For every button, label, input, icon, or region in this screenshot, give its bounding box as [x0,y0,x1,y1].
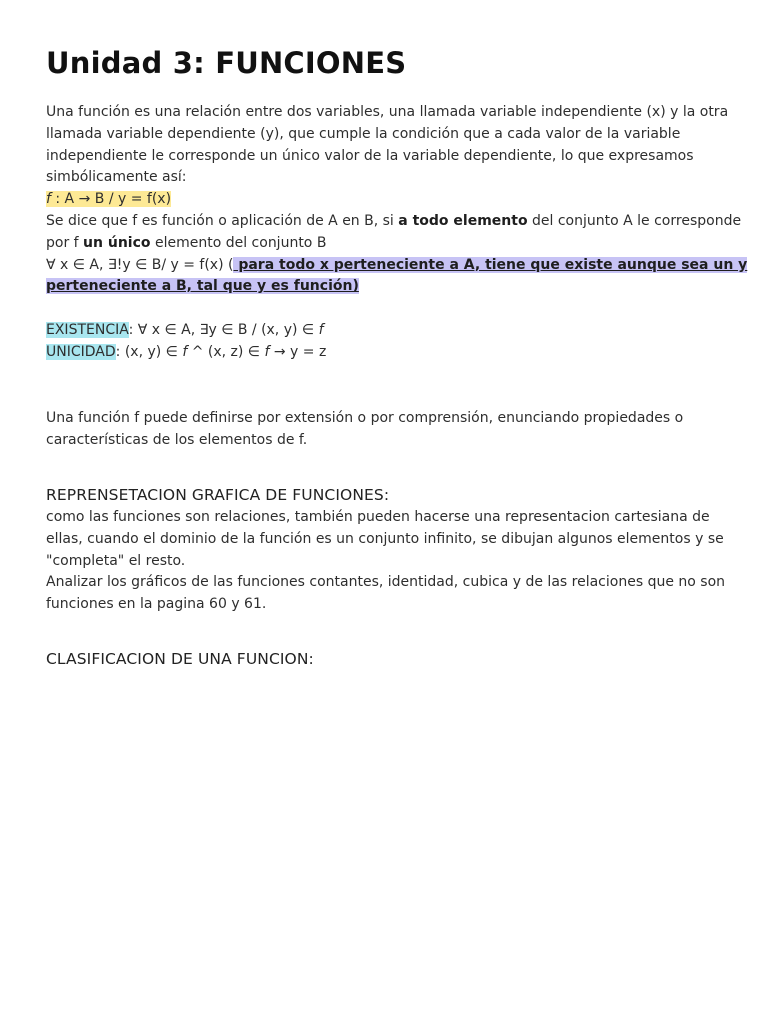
section-heading-graph: REPRENSETACION GRAFICA DE FUNCIONES: [46,486,390,504]
unicidad-text: ^ (x, z) ∈ [187,343,265,360]
function-symbol: f [182,343,188,360]
bold-text: a todo elemento [398,212,528,229]
unicidad-text: → y = z [269,343,327,360]
page-title: Unidad 3: FUNCIONES [46,46,407,80]
text-line [46,233,726,255]
conditions-block [46,320,726,364]
existencia-text: : ∀ x ∈ A, ∃y ∈ B / (x, y) ∈ [128,322,319,338]
text-line: simbólicamente así: [46,169,187,186]
text-line: llamada variable dependiente (y), que cumple la condición que a cada valor de la variable [46,125,681,142]
text-run: del conjunto A le corresponde [527,212,742,229]
function-symbol: f [46,191,51,208]
text-line: independiente le corresponde un único valor de la variable dependiente, lo que expresamos [46,147,694,164]
text-run: ∀ x ∈ A, ∃!y ∈ B/ y = f(x) ( [46,256,234,273]
text-line: "completa" el resto. [46,552,186,569]
text-line: funciones en la pagina 60 y 61. [46,596,267,613]
existencia-label: EXISTENCIA [46,322,129,338]
intro-paragraph [46,102,748,298]
text-line: Una función es una relación entre dos variables, una llamada variable independiente (x) y la otra [46,104,729,120]
text-line: como las funciones son relaciones, también pueden hacerse una representacion cartesiana de [46,509,710,525]
existencia-line [46,320,726,342]
text-line: Una función f puede definirse por extensión o por comprensión, enunciando propiedades o [46,410,684,426]
formula-text: : A → B / y = f(x) [50,191,172,208]
text-run: elemento del conjunto B [150,234,327,251]
highlighted-explanation: para todo x perteneciente a A, tiene que existe aunque sea un y [233,256,748,273]
unicidad-line [46,342,726,364]
function-symbol: f [318,322,324,338]
definition-paragraph [46,408,726,452]
text-line [46,276,726,298]
text-line [46,211,742,233]
text-run: Se dice que f es función o aplicación de A en B, si [46,212,399,229]
highlighted-explanation: perteneciente a B, tal que y es función) [46,278,359,295]
unicidad-label: UNICIDAD [46,343,116,360]
highlighted-formula [46,191,171,207]
section-heading-classification: CLASIFICACION DE UNA FUNCION: [46,650,314,668]
text-run: por f [46,234,84,251]
function-symbol: f [264,343,270,360]
bold-text: un único [83,234,151,251]
unicidad-text: : (x, y) ∈ [115,343,183,360]
graph-paragraph [46,507,726,616]
text-line: ellas, cuando el dominio de la función es un conjunto infinito, se dibujan algunos elementos y se [46,530,724,547]
formula-line [46,189,726,211]
text-line: Analizar los gráficos de las funciones contantes, identidad, cubica y de las relaciones que no son [46,574,726,591]
text-line [46,255,748,277]
text-line: características de los elementos de f. [46,431,308,448]
